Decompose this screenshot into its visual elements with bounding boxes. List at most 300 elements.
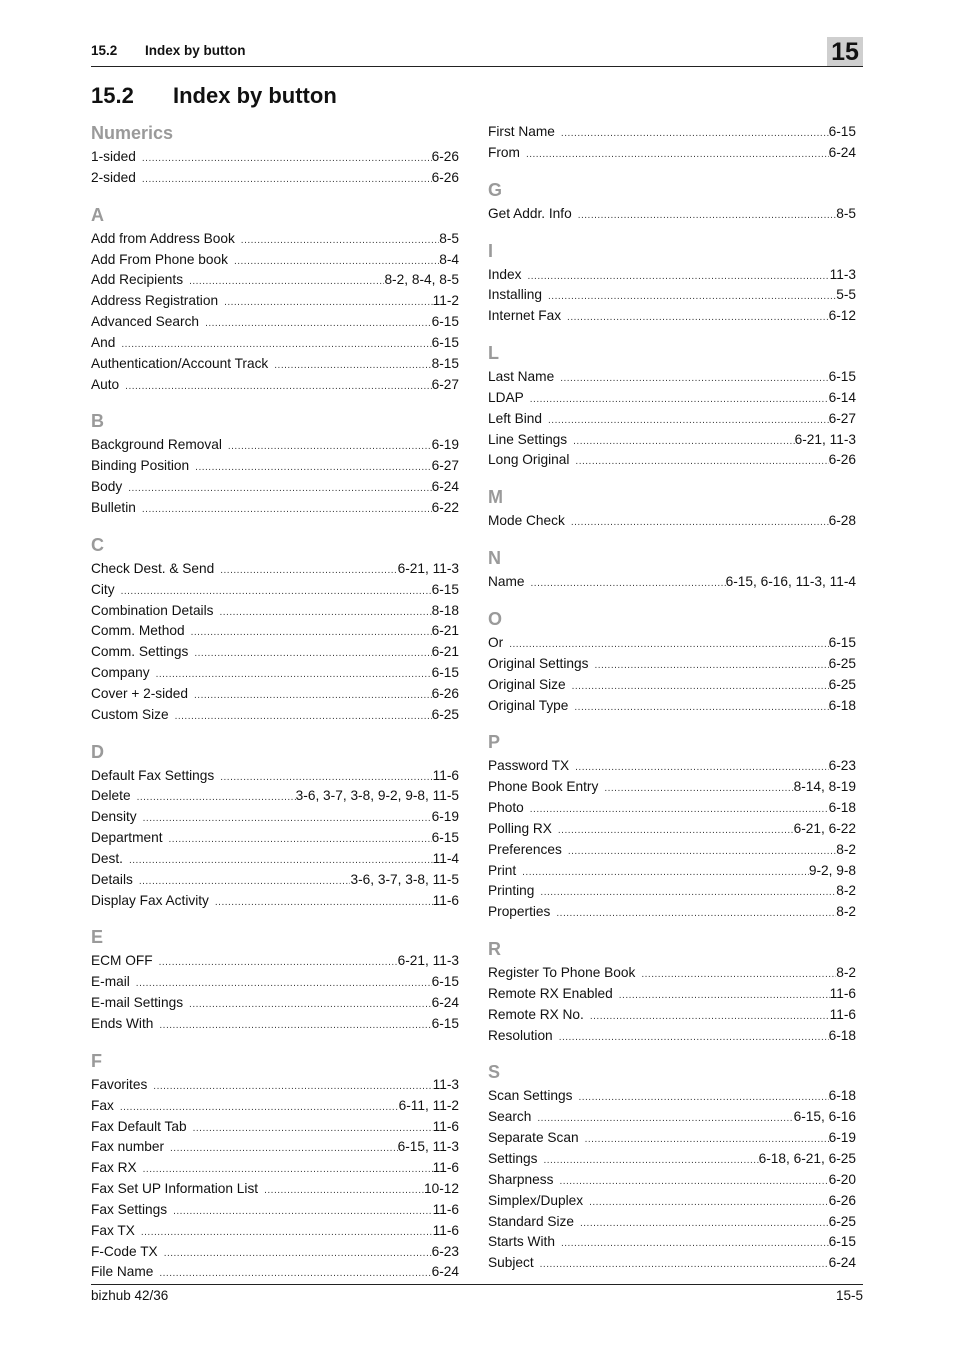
index-term: Address Registration [91,293,219,309]
dot-leader [125,377,431,398]
index-entry [488,122,856,143]
dot-leader [594,656,828,677]
index-page-ref: 6-23 [828,758,856,774]
index-page-ref: 6-12 [828,308,856,324]
index-entry [91,621,459,642]
index-term: Add from Address Book [91,230,235,246]
dot-leader [526,145,829,166]
dot-leader [224,293,433,314]
index-term: Authentication/Account Track [91,355,269,371]
index-page-ref: 11-6 [432,1160,459,1176]
index-entry [91,354,459,375]
dot-leader [120,1098,399,1119]
dot-leader [573,432,794,453]
index-entry [91,270,459,291]
dot-leader [189,272,384,293]
dot-leader [585,1130,829,1151]
index-page-ref: 6-24 [828,144,856,160]
index-term: Simplex/Duplex [488,1192,584,1208]
index-page-ref: 8-2 [836,841,856,857]
index-page-ref: 11-3 [432,1076,459,1092]
index-entry [91,1262,459,1283]
index-page-ref: 6-15 [431,581,459,597]
dot-leader [139,872,351,893]
index-term: Resolution [488,1027,553,1043]
dot-leader [220,768,432,789]
index-term: Separate Scan [488,1130,579,1146]
dot-leader [589,1193,829,1214]
index-page-ref: 3-6, 3-7, 3-8, 9-2, 9-8, 11-5 [295,788,459,804]
index-page-ref: 6-27 [431,376,459,392]
dot-leader [142,170,432,191]
index-term: Left Bind [488,410,543,426]
index-page-ref: 6-15 [431,665,459,681]
dot-leader [556,904,836,925]
index-letter-heading: A [91,204,104,225]
index-term: Or [488,634,504,650]
index-entry [488,840,856,861]
index-letter-heading: P [488,732,501,753]
index-page-ref: 6-24 [431,479,459,495]
dot-leader [578,1088,828,1109]
index-page-ref: 11-6 [829,1006,856,1022]
index-entry [91,229,459,250]
index-page-ref: 6-18 [828,697,856,713]
index-term: Line Settings [488,431,568,447]
index-term: Remote RX No. [488,1006,584,1022]
dot-leader [156,665,432,686]
dot-leader [531,574,726,595]
index-entry [488,675,856,696]
dot-leader [574,698,828,719]
index-entry [91,168,459,189]
dot-leader [142,149,432,170]
index-entry [91,766,459,787]
index-entry [488,511,856,532]
index-entry [91,375,459,396]
index-page-ref: 6-22 [431,499,459,515]
dot-leader [604,779,793,800]
index-page-ref: 6-15 [828,124,856,139]
index-page-ref: 8-2 [836,904,856,920]
index-term: Favorites [91,1076,148,1092]
index-term: Sharpness [488,1171,554,1187]
index-term: Name [488,574,525,590]
index-entry [488,696,856,717]
index-entry [488,1128,856,1149]
dot-leader [530,800,829,821]
index-term: Density [91,809,137,825]
index-page-ref: 6-19 [431,809,459,825]
index-entry [91,435,459,456]
index-term: Details [91,871,133,887]
page-title [91,83,337,109]
dot-leader [170,1139,398,1160]
index-term: Settings [488,1151,538,1166]
index-entry [488,798,856,819]
index-term: Preferences [488,841,562,857]
index-page-ref: 6-14 [828,389,856,405]
index-entry [91,291,459,312]
index-letter-heading: D [91,741,104,762]
index-term: Installing [488,287,543,303]
dot-leader [169,830,432,851]
index-page-ref: 11-2 [432,293,459,309]
index-letter-heading: F [91,1050,102,1071]
index-entry [91,559,459,580]
dot-leader [568,842,836,863]
index-page-ref: 11-3 [829,266,856,282]
dot-leader [142,500,432,521]
index-entry [91,250,459,271]
index-page-ref: 6-27 [828,410,856,426]
dot-leader [540,883,836,904]
index-term: Remote RX Enabled [488,985,613,1001]
dot-leader [241,231,439,252]
index-term: E-mail [91,974,130,990]
index-term: From [488,144,520,160]
index-entry [488,1232,856,1253]
index-letter-heading: M [488,487,503,508]
dot-leader [143,809,432,830]
index-entry [91,456,459,477]
index-term: First Name [488,124,555,139]
index-page-ref: 5-5 [836,287,856,303]
index-letter-heading: N [488,548,501,569]
index-term: E-mail Settings [91,995,184,1011]
index-term: Department [91,830,163,846]
index-entry [91,601,459,622]
index-entry [488,1212,856,1233]
index-page-ref: 6-24 [431,995,459,1011]
index-page-ref: 6-26 [828,452,856,468]
index-page-ref: 6-24 [828,1255,856,1271]
index-page-ref: 8-2 [836,883,856,899]
index-entry [488,881,856,902]
index-entry [91,1137,459,1158]
index-page-ref: 11-6 [829,985,856,1001]
index-entry [488,1086,856,1107]
page-footer [91,1284,863,1303]
index-term: Starts With [488,1234,555,1250]
index-term: Internet Fax [488,308,562,324]
dot-leader [189,995,432,1016]
dot-leader [220,603,432,624]
index-column-left [91,120,459,1283]
index-page-ref: 6-18 [828,800,856,816]
dot-leader [559,1172,828,1193]
index-page-ref: 6-15, 11-3 [397,1139,459,1155]
index-letter-heading: I [488,240,494,261]
index-page-ref: 11-6 [432,1201,459,1217]
index-term: LDAP [488,389,524,405]
index-page-ref: 11-6 [432,767,459,783]
index-page-ref: 3-6, 3-7, 3-8, 11-5 [350,871,459,887]
index-entry [488,143,856,164]
index-page-ref: 6-21, 11-3 [397,953,459,969]
dot-leader [194,686,432,707]
index-entry [488,306,856,327]
dot-leader [121,335,431,356]
index-entry [488,1170,856,1191]
index-page-ref: 6-15 [431,314,459,330]
index-page-ref: 10-12 [423,1181,459,1197]
dot-leader [137,788,296,809]
index-entry [488,963,856,984]
dot-leader [205,314,432,335]
index-page-ref: 6-15 [431,830,459,846]
dot-leader [164,1244,432,1265]
index-term: Fax [91,1097,114,1113]
index-term: Print [488,862,517,878]
index-term: Advanced Search [91,314,200,330]
index-page-ref: 6-19 [828,1130,856,1146]
dot-leader [264,1181,424,1202]
dot-leader [234,252,439,273]
index-term: Standard Size [488,1213,574,1229]
dot-leader [159,1016,431,1037]
index-term: Register To Phone Book [488,965,636,981]
index-entry [91,1179,459,1200]
index-page-ref: 6-26 [431,169,459,185]
dot-leader [527,267,829,288]
index-entry [91,580,459,601]
index-entry [91,1075,459,1096]
index-term: Add From Phone book [91,251,228,267]
index-term: Bulletin [91,499,136,515]
index-entry [488,984,856,1005]
dot-leader [558,821,794,842]
dot-leader [129,851,433,872]
index-term: Original Size [488,676,566,692]
dot-leader [578,206,837,227]
index-entry [91,1014,459,1035]
index-entry [91,1158,459,1179]
index-letter-heading: C [91,534,104,555]
index-page-ref: 6-15 [431,334,459,350]
index-page-ref: 8-2, 8-4, 8-5 [384,272,459,288]
index-page-ref: 6-26 [431,149,459,164]
index-letter-heading: E [91,927,104,948]
index-page-ref: 6-15 [431,1016,459,1031]
index-entry [488,777,856,798]
index-entry [91,972,459,993]
index-page-ref: 6-15 [828,634,856,650]
index-term: Comm. Settings [91,644,189,660]
dot-leader [575,452,828,473]
page-title-text: Index by button [173,83,337,108]
index-term: Custom Size [91,706,169,722]
dot-leader [195,458,431,479]
index-page-ref: 6-18 [828,1088,856,1104]
index-page-ref: 8-5 [439,230,459,246]
chapter-tab: 15 [827,37,863,66]
dot-leader [559,1028,829,1049]
index-entry [488,430,856,451]
index-term: File Name [91,1264,154,1280]
index-term: Background Removal [91,437,222,453]
page-title-number: 15.2 [91,83,134,108]
dot-leader [548,411,829,432]
dot-leader [159,1264,431,1285]
index-letter-heading: Numerics [91,123,174,143]
index-page-ref: 6-21, 11-3 [397,560,459,576]
index-page-ref: 6-18 [828,1027,856,1043]
index-page-ref: 6-15, 6-16, 11-3, 11-4 [725,574,856,590]
index-page-ref: 6-15 [828,1234,856,1250]
index-page-ref: 11-4 [432,850,459,866]
index-entry [91,951,459,972]
index-entry [91,705,459,726]
index-entry [91,333,459,354]
dot-leader [274,356,431,377]
index-page-ref: 8-2 [836,965,856,981]
index-term: Auto [91,376,120,392]
index-page-ref: 6-20 [828,1171,856,1187]
index-entry [91,870,459,891]
index-entry [488,1149,856,1170]
dot-leader [191,623,432,644]
index-entry [91,828,459,849]
index-page-ref: 6-11, 11-2 [398,1097,459,1113]
index-term: Scan Settings [488,1088,573,1104]
index-term: Printing [488,883,535,899]
dot-leader [641,965,836,986]
index-term: ECM OFF [91,953,153,969]
dot-leader [561,124,829,145]
index-term: Search [488,1109,532,1125]
index-entry [488,1191,856,1212]
index-letter-heading: S [488,1062,501,1083]
index-entry [488,756,856,777]
index-term: Last Name [488,369,555,385]
index-entry [488,902,856,923]
index-page-ref: 6-28 [828,513,856,529]
index-term: Index [488,266,522,282]
dot-leader [509,635,828,656]
index-term: 2-sided [91,169,136,185]
index-term: Company [91,665,150,681]
index-entry [488,265,856,286]
dot-leader [128,479,431,500]
dot-leader [567,308,829,329]
index-term: Original Type [488,697,569,713]
index-entry [488,819,856,840]
running-header [91,40,863,67]
index-entry [91,684,459,705]
index-entry [91,147,459,168]
index-entry [488,367,856,388]
index-entry [488,409,856,430]
index-page-ref: 9-2, 9-8 [808,862,856,878]
index-entry [488,861,856,882]
dot-leader [194,644,431,665]
index-entry [91,642,459,663]
index-entry [91,786,459,807]
index-term: Default Fax Settings [91,767,215,783]
index-term: Body [91,479,123,495]
index-entry [488,204,856,225]
index-page-ref: 8-14, 8-19 [793,779,856,795]
index-page-ref: 11-6 [432,892,459,908]
dot-leader [530,390,829,411]
index-term: Polling RX [488,820,552,836]
index-term: Mode Check [488,513,565,529]
index-term: Add Recipients [91,272,184,288]
index-page-ref: 6-25 [828,676,856,692]
index-page-ref: 6-19 [431,437,459,453]
index-entry [488,388,856,409]
index-term: Cover + 2-sided [91,685,189,701]
index-entry [488,450,856,471]
dot-leader [580,1214,829,1235]
index-entry [91,807,459,828]
index-term: 1-sided [91,149,136,164]
index-term: Fax Set UP Information List [91,1181,259,1197]
index-page-ref: 6-21 [431,644,459,660]
dot-leader [159,953,398,974]
header-section [91,43,246,58]
index-term: Binding Position [91,458,190,474]
index-entry [91,1117,459,1138]
index-term: Ends With [91,1016,154,1031]
index-term: Long Original [488,452,570,468]
index-term: Fax number [91,1139,165,1155]
index-page-ref: 6-23 [431,1243,459,1259]
index-entry [488,1107,856,1128]
dot-leader [571,513,829,534]
dot-leader [193,1119,433,1140]
index-term: Password TX [488,758,570,774]
index-page-ref: 6-24 [431,1264,459,1280]
index-entry [91,849,459,870]
dot-leader [121,582,432,603]
index-entry [91,477,459,498]
dot-leader [153,1077,432,1098]
index-page-ref: 6-18, 6-21, 6-25 [758,1151,856,1166]
index-entry [91,1242,459,1263]
index-page-ref: 6-25 [828,655,856,671]
index-term: Subject [488,1255,534,1271]
index-entry [91,663,459,684]
index-term: City [91,581,115,597]
dot-leader [136,974,432,995]
index-page-ref: 6-15 [431,974,459,990]
index-page-ref: 6-25 [828,1213,856,1229]
header-section-title: Index by button [145,43,246,58]
dot-leader [143,1160,433,1181]
index-term: Phone Book Entry [488,779,599,795]
index-term: Dest. [91,850,123,866]
index-entry [488,633,856,654]
index-term: Check Dest. & Send [91,560,215,576]
index-entry [91,498,459,519]
dot-leader [540,1255,829,1276]
dot-leader [220,561,397,582]
index-entry [488,572,856,593]
index-letter-heading: L [488,343,499,364]
dot-leader [619,986,830,1007]
index-term: F-Code TX [91,1243,158,1259]
dot-leader [575,758,828,779]
dot-leader [572,677,829,698]
index-entry [91,1221,459,1242]
index-entry [91,1096,459,1117]
footer-page-number: 15-5 [835,1288,863,1303]
index-letter-heading: G [488,179,503,200]
index-letter-heading: R [488,939,501,960]
header-section-number: 15.2 [91,43,118,58]
